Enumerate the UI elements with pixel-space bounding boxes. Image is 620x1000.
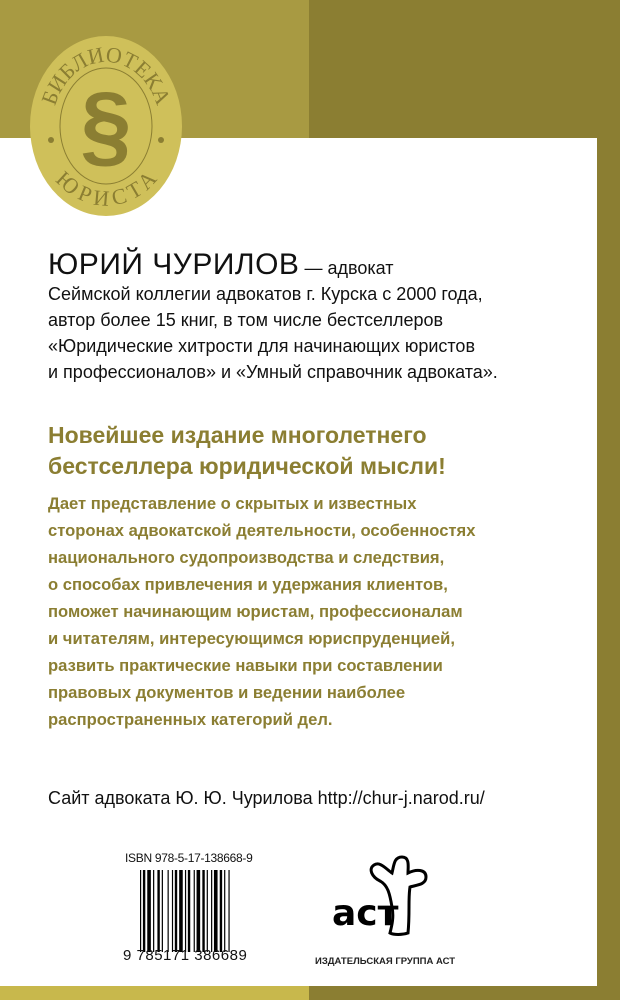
ast-publisher-logo — [330, 855, 440, 945]
description-line: поможет начинающим юристам, профессионалам — [48, 602, 463, 621]
barcode-bar — [214, 870, 218, 952]
author-bio-line: «Юридические хитрости для начинающих юристов — [48, 336, 476, 356]
barcode-bar — [220, 870, 222, 952]
barcode-bar — [143, 870, 145, 952]
description-line: развить практические навыки при составлении — [48, 656, 443, 675]
barcode-bar — [162, 870, 163, 952]
barcode-bar — [197, 870, 201, 952]
barcode-bar — [172, 870, 173, 952]
barcode-bar — [188, 870, 190, 952]
barcode-bar — [228, 870, 229, 952]
author-bio-line: автор более 15 книг, в том числе бестселлеров — [48, 310, 444, 330]
headline — [48, 420, 588, 482]
barcode-number: 9 785171 386689 — [123, 947, 248, 964]
description-line: распространенных категорий дел. — [48, 710, 333, 729]
author-bio-line: Сеймской коллегии адвокатов г. Курска с 2000 года, — [48, 284, 483, 304]
top-band-right — [309, 0, 620, 138]
barcode-bar — [147, 870, 151, 952]
barcode-bar — [202, 870, 204, 952]
author-bio-line: — адвокат — [299, 258, 394, 278]
seal-bottom-text: ЮРИСТА — [51, 165, 162, 211]
author-bio-line: и профессионалов» и «Умный справочник адвоката». — [48, 362, 498, 382]
ast-logo-text: аст — [332, 893, 399, 934]
barcode-bar — [207, 870, 208, 952]
website-line: Сайт адвоката Ю. Ю. Чурилова http://chur-j.narod.ru/ — [48, 788, 485, 808]
bottom-band-left — [0, 986, 309, 1000]
barcode-bar — [157, 870, 159, 952]
barcode-bar — [175, 870, 177, 952]
library-seal-logo — [30, 36, 182, 216]
headline-line: бестселлера юридической мысли! — [48, 453, 446, 479]
seal-top-text: БИБЛИОТЕКА — [36, 41, 176, 109]
paragraph-symbol-icon: § — [80, 74, 132, 176]
description-line: и читателям, интересующимся юриспруденцией, — [48, 629, 455, 648]
barcode-bar — [168, 870, 169, 952]
publisher-name: ИЗДАТЕЛЬСКАЯ ГРУППА АСТ — [315, 956, 456, 967]
isbn: ISBN 978-5-17-138668-9 — [125, 851, 253, 865]
author-name: ЮРИЙ ЧУРИЛОВ — [48, 248, 300, 281]
description — [48, 490, 593, 733]
barcode-bar — [185, 870, 186, 952]
description-line: правовых документов и ведении наиболее — [48, 683, 406, 702]
description-line: о способах привлечения и удержания клиентов, — [48, 575, 448, 594]
author-bio — [48, 248, 588, 385]
barcode-bar — [153, 870, 154, 952]
description-line: национального судопроизводства и следствия, — [48, 548, 445, 567]
barcode-bar — [224, 870, 225, 952]
barcode-bar — [194, 870, 195, 952]
description-line: Дает представление о скрытых и известных — [48, 494, 417, 513]
right-stripe — [597, 0, 620, 1000]
barcode-bar — [179, 870, 183, 952]
barcode — [140, 870, 262, 952]
barcode-bar — [211, 870, 212, 952]
description-line: сторонах адвокатской деятельности, особенностях — [48, 521, 476, 540]
barcode-bar — [140, 870, 141, 952]
headline-line: Новейшее издание многолетнего — [48, 422, 427, 448]
bottom-band-right — [309, 986, 620, 1000]
